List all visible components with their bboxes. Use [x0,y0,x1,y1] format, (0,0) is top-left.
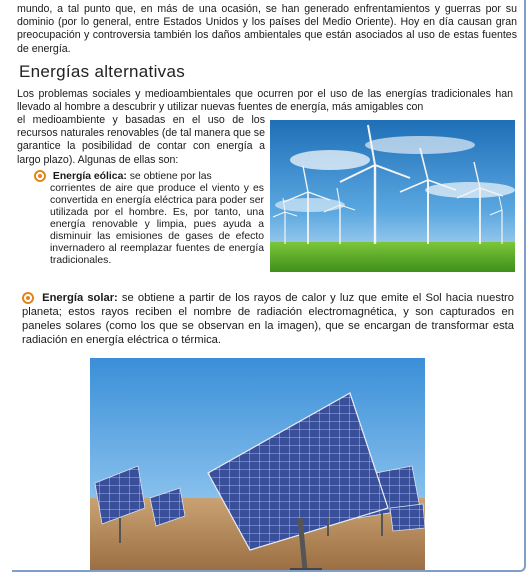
wind-energy-term: Energía eólica: [52,170,127,182]
section-paragraph-wide: Los problemas sociales y medioambientales que ocurren por el uso de las energías tradicionales han llevado al hombre a descubrir y utilizar nuevas fuentes de energía, más amigables con [17,88,513,114]
wind-energy-text-inline: se obtiene por las [129,170,212,182]
solar-panels-photo [90,358,425,570]
section-paragraph-narrow: el medioambiente y basadas en el uso de los recursos naturales renovables (de tal manera que se garantice la posibilidad de contar con energía a largo plazo). Algunas de ellas son: [17,114,265,166]
wind-energy-item [34,170,264,268]
wind-turbines-photo [270,120,515,272]
solar-energy-text: se obtiene a partir de los rayos de calor y luz que emite el Sol hacia nuestro planeta; estos rayos reciben el nombre de radiación electromagnética, y son capturados en paneles solares (como los que se observan en la imagen), que se encargan de transformar esta radiación en energía eléctrica o térmica. [22,292,514,346]
bullet-icon [34,170,46,182]
section-heading: Energías alternativas [19,62,185,81]
solar-energy-term: Energía solar: [42,292,118,304]
wind-energy-text: corrientes de aire que produce el viento y es convertida en energía eléctrica para poder ser utilizada por el hombre. Es, por tanto, una energía renovable y limpia, pues ayuda a disminuir las emisiones de gases de efecto invernadero al reemplazar fuentes de energía tradicionales. [50,182,264,267]
intro-paragraph: mundo, a tal punto que, en más de una ocasión, se han generado enfrentamientos y guerras por su dominio (por lo general, entre Estados Unidos y los países del Medio Oriente). Hoy en día causan gran preocupación y controversia también los daños ambientales que están asociados al uso de estas fuentes de energía. [17,3,517,55]
bullet-icon [22,292,34,304]
solar-energy-item [22,291,514,347]
